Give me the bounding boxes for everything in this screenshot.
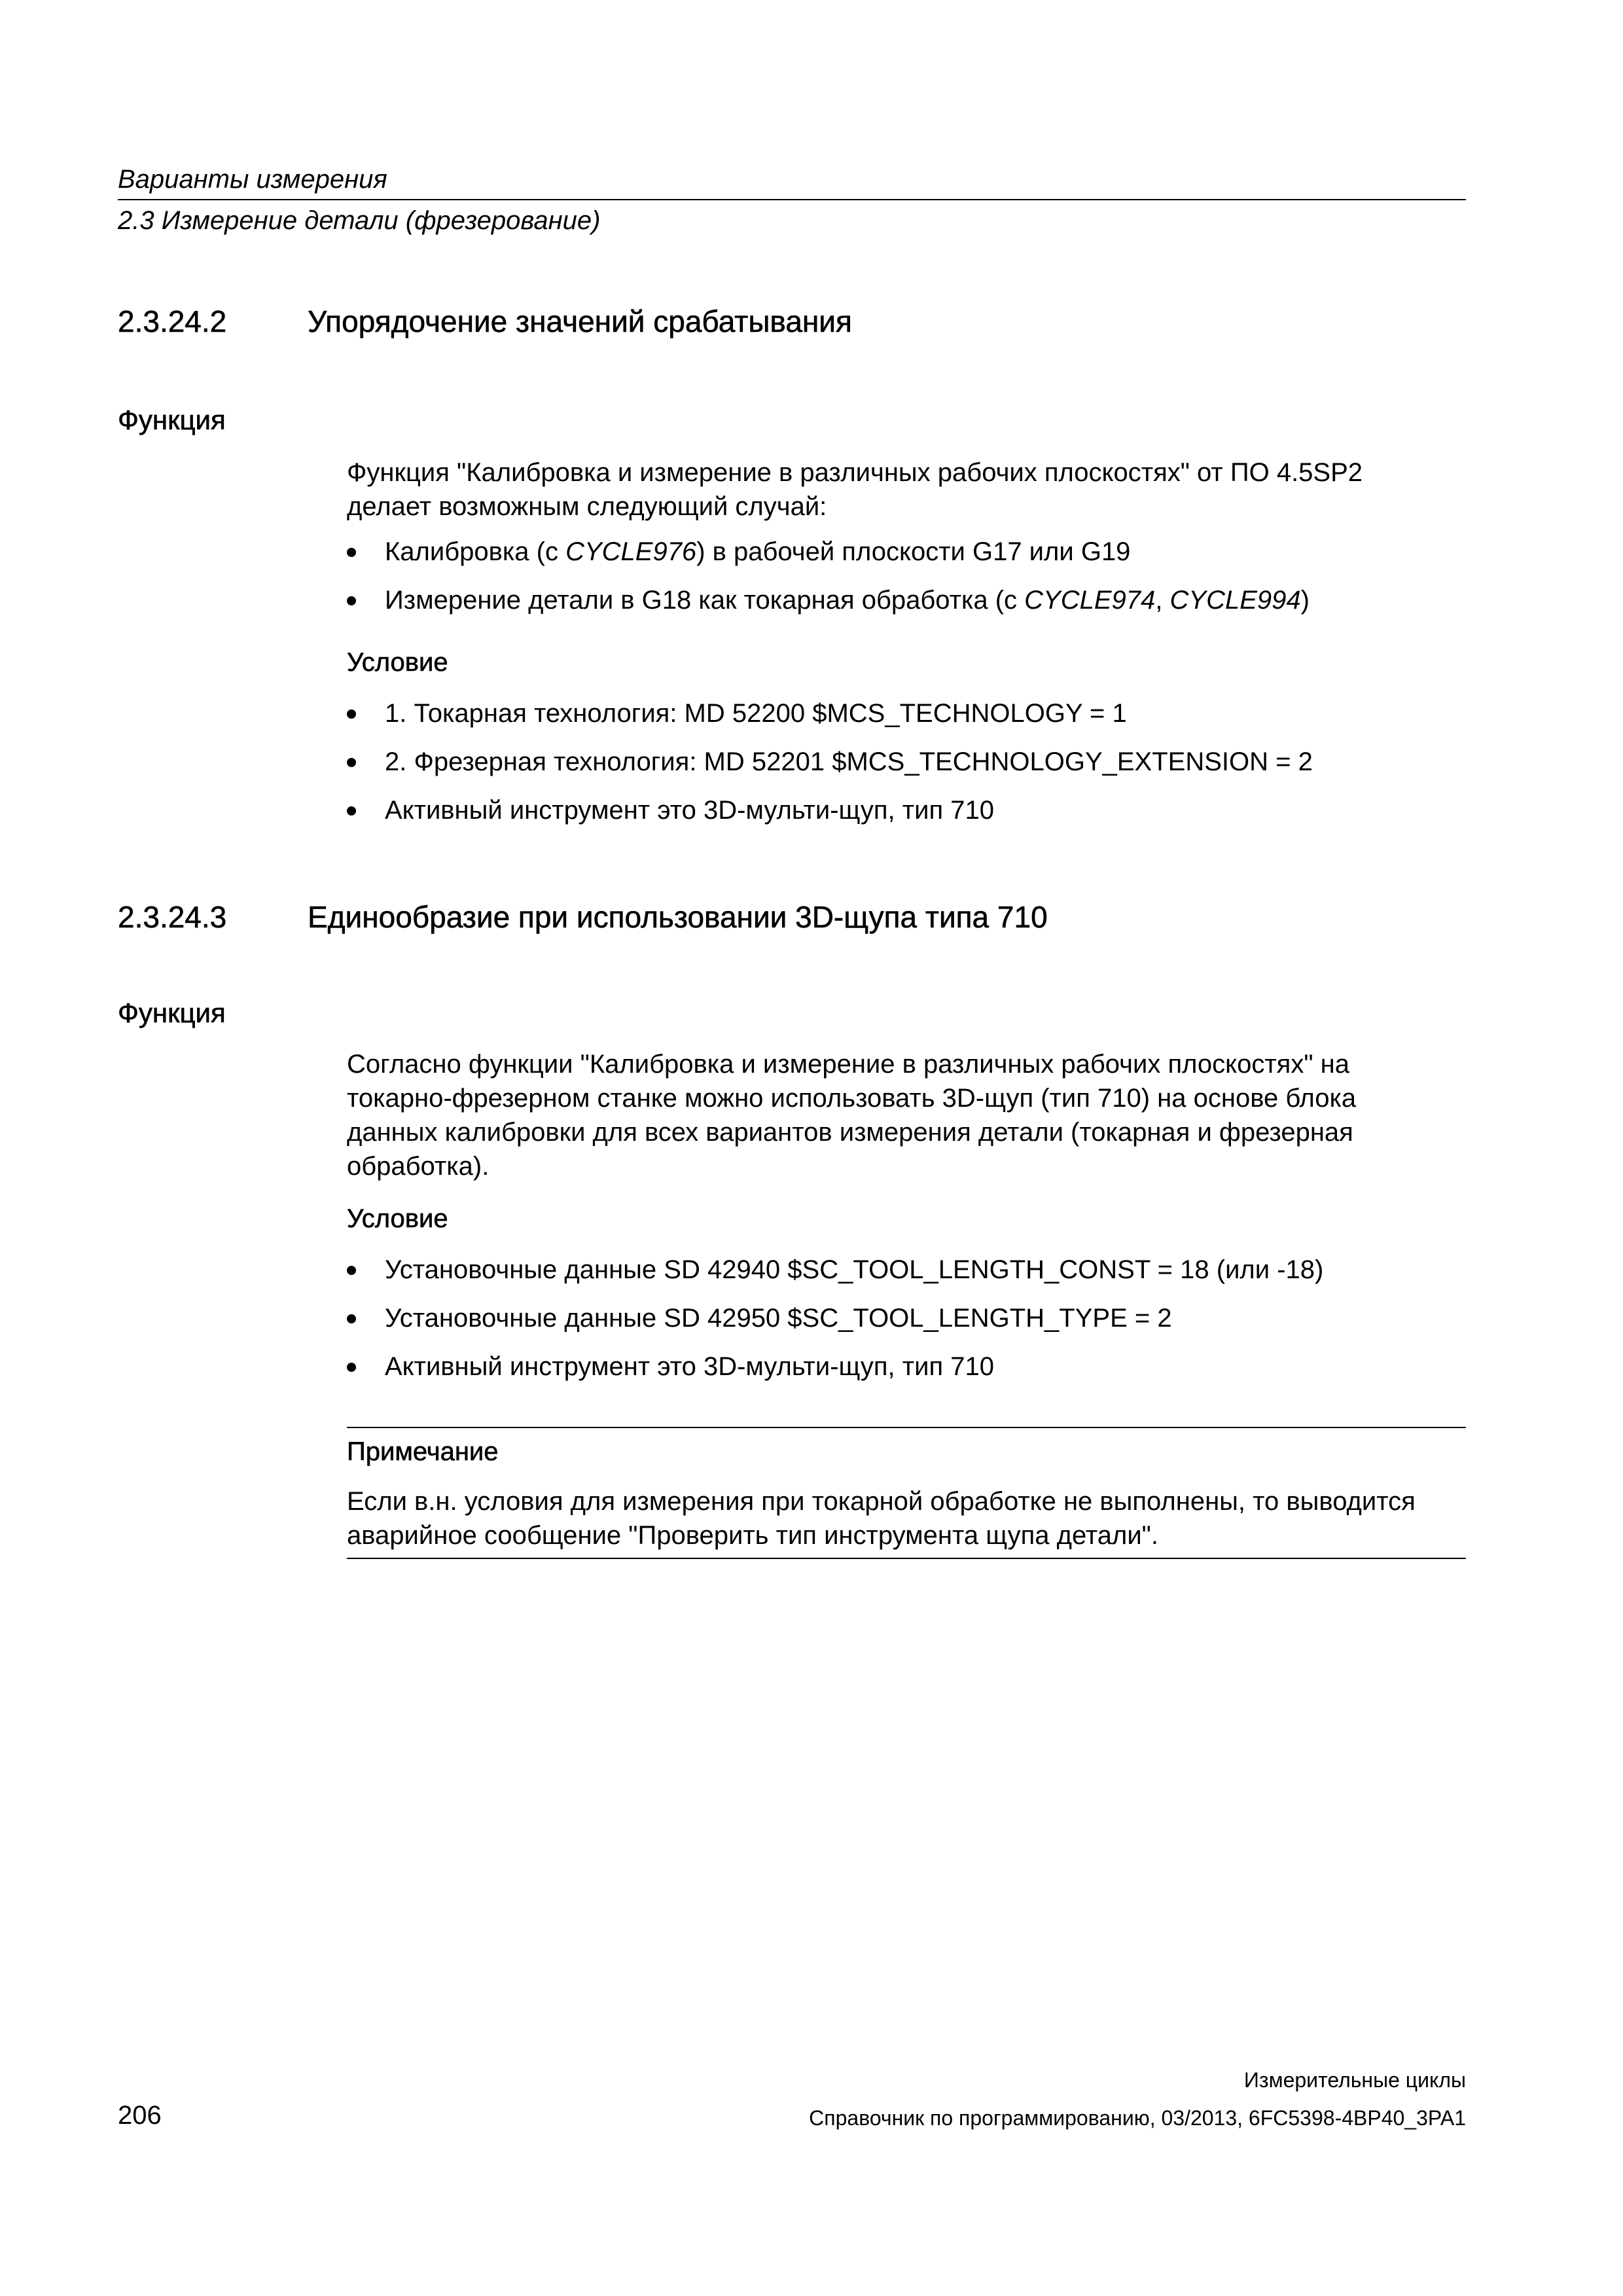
- bullet-icon: [347, 1363, 356, 1372]
- condition-heading: Условие: [347, 648, 448, 677]
- list-item-text: Измерение детали в G18 как токарная обработка (с: [385, 586, 1025, 615]
- bullet-icon: [347, 1314, 356, 1323]
- manual-info: Справочник по программированию, 03/2013, 6FC5398-4BP40_3PA1: [809, 2106, 1466, 2130]
- bullet-icon: [347, 758, 356, 767]
- note-bottom-rule: [347, 1558, 1466, 1559]
- function-heading: Функция: [118, 404, 226, 435]
- bullet-icon: [347, 548, 356, 557]
- list-item-text: Активный инструмент это 3D-мульти-щуп, тип 710: [385, 1352, 994, 1381]
- running-header-section: 2.3 Измерение детали (фрезерование): [118, 206, 601, 235]
- list-item-text: Установочные данные SD 42940 $SC_TOOL_LENGTH_CONST = 18 (или -18): [385, 1255, 1324, 1284]
- cycle-code: CYCLE976: [565, 537, 697, 566]
- paragraph-line: Согласно функции "Калибровка и измерение в различных рабочих плоскостях" на: [347, 1050, 1349, 1079]
- note-top-rule: [347, 1427, 1466, 1428]
- paragraph-line: Функция "Калибровка и измерение в различных рабочих плоскостях" от ПО 4.5SP2: [347, 458, 1363, 487]
- note-text-line: аварийное сообщение "Проверить тип инструмента щупа детали".: [347, 1521, 1158, 1550]
- condition-heading: Условие: [347, 1204, 448, 1233]
- paragraph-line: токарно-фрезерном станке можно использовать 3D-щуп (тип 710) на основе блока: [347, 1084, 1357, 1113]
- page-number: 206: [118, 2101, 162, 2130]
- section-number: 2.3.24.2: [118, 304, 227, 338]
- list-item-text: Установочные данные SD 42950 $SC_TOOL_LENGTH_TYPE = 2: [385, 1304, 1172, 1333]
- paragraph-line: делает возможным следующий случай:: [347, 492, 827, 521]
- list-item-text: Калибровка (с: [385, 537, 566, 566]
- bullet-icon: [347, 806, 356, 816]
- note-text-line: Если в.н. условия для измерения при токарной обработке не выполнены, то выводится: [347, 1487, 1416, 1516]
- note-heading: Примечание: [347, 1437, 499, 1466]
- cycle-code: CYCLE994: [1169, 586, 1301, 615]
- paragraph-line: обработка).: [347, 1152, 490, 1181]
- list-item-text: Активный инструмент это 3D-мульти-щуп, тип 710: [385, 796, 994, 825]
- list-item-text: ): [1300, 586, 1310, 615]
- header-rule: [118, 199, 1466, 200]
- section-number: 2.3.24.3: [118, 900, 227, 934]
- cycle-code: CYCLE974: [1024, 586, 1156, 615]
- section-title: Упорядочение значений срабатывания: [308, 304, 852, 338]
- running-header-chapter: Варианты измерения: [118, 165, 387, 194]
- function-heading: Функция: [118, 997, 226, 1028]
- manual-title: Измерительные циклы: [1243, 2068, 1466, 2092]
- bullet-icon: [347, 1266, 356, 1275]
- list-item-text: 2. Фрезерная технология: MD 52201 $MCS_TECHNOLOGY_EXTENSION = 2: [385, 747, 1313, 776]
- list-item-text: ) в рабочей плоскости G17 или G19: [696, 537, 1131, 566]
- paragraph-line: данных калибровки для всех вариантов измерения детали (токарная и фрезерная: [347, 1118, 1353, 1147]
- list-separator: ,: [1155, 586, 1170, 615]
- bullet-icon: [347, 709, 356, 719]
- list-item-text: 1. Токарная технология: MD 52200 $MCS_TECHNOLOGY = 1: [385, 699, 1127, 728]
- section-title: Единообразие при использовании 3D-щупа типа 710: [308, 900, 1048, 934]
- bullet-icon: [347, 596, 356, 605]
